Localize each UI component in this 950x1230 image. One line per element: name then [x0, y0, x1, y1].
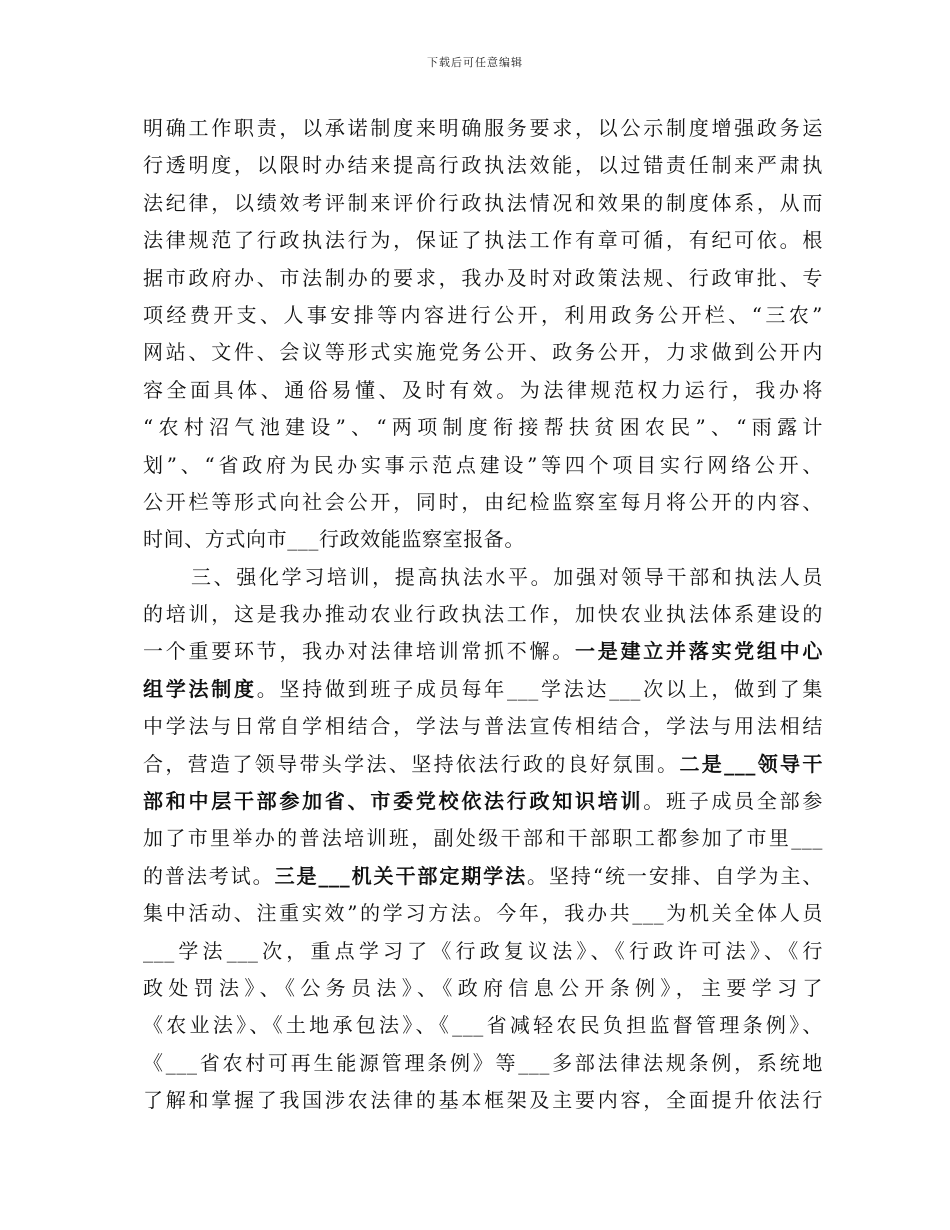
text-line: [143, 559, 823, 596]
text-line: [143, 447, 823, 484]
text-line: [143, 147, 823, 184]
text-segment: 。班子成员全部参: [643, 789, 823, 814]
text-line: [143, 820, 823, 857]
bold-text-segment: 二是___领导干: [679, 751, 823, 776]
text-segment: 加了市里举办的普法培训班，副处级干部和干部职工都参加了市里___: [143, 826, 823, 851]
text-line: [143, 484, 823, 521]
text-line: [143, 746, 823, 783]
text-line: [143, 933, 823, 970]
text-line: [143, 970, 823, 1007]
text-line: [143, 409, 823, 446]
text-line: [143, 708, 823, 745]
text-segment: 法律规范了行政执法行为，保证了执法工作有章可循，有纪可依。根: [143, 228, 823, 253]
text-line: [143, 185, 823, 222]
text-segment: 时间、方式向市___行政效能监察室报备。: [143, 527, 525, 552]
text-line: [143, 671, 823, 708]
text-segment: 了解和掌握了我国涉农法律的基本框架及主要内容，全面提升依法行: [143, 1088, 823, 1113]
text-segment: 的普法考试。: [143, 863, 275, 888]
text-line: [143, 297, 823, 334]
text-segment: 明确工作职责，以承诺制度来明确服务要求，以公示制度增强政务运: [143, 116, 823, 140]
text-segment: 行透明度，以限时办结来提高行政执法效能，以过错责任制来严肃执: [143, 153, 823, 178]
text-line: [143, 858, 823, 895]
bold-text-segment: 组学法制度: [143, 676, 257, 701]
text-segment: 法纪律，以绩效考评制来评价行政执法情况和效果的制度体系，从而: [143, 190, 823, 215]
text-line: [143, 334, 823, 371]
text-segment: 集中活动、注重实效”的学习方法。今年，我办共___为机关全体人员: [143, 901, 823, 926]
text-line: [143, 110, 823, 147]
text-segment: “农村沼气池建设”、“两项制度衔接帮扶贫困农民”、“雨露计: [143, 415, 823, 440]
page-header: 下载后可任意编辑: [427, 56, 523, 69]
text-segment: 《农业法》、《土地承包法》、《___省减轻农民负担监督管理条例》、: [143, 1013, 823, 1038]
text-segment: 三、强化学习培训，提高执法水平。加强对领导干部和执法人员: [191, 564, 823, 589]
bold-text-segment: 一是建立并落实党组中心: [575, 639, 823, 664]
text-line: [143, 222, 823, 259]
text-segment: 公开栏等形式向社会公开，同时，由纪检监察室每月将公开的内容、: [143, 489, 823, 514]
text-segment: 划”、“省政府为民办实事示范点建设”等四个项目实行网络公开、: [143, 452, 823, 477]
text-segment: 。坚持做到班子成员每年___学法达___次以上，做到了集: [256, 676, 823, 701]
text-segment: 项经费开支、人事安排等内容进行公开，利用政务公开栏、“三农”: [143, 302, 823, 327]
text-segment: 一个重要环节，我办对法律培训常抓不懈。: [143, 639, 576, 664]
text-segment: 容全面具体、通俗易懂、及时有效。为法律规范权力运行，我办将: [143, 377, 823, 402]
text-line: [143, 260, 823, 297]
text-segment: 。坚持“统一安排、自学为主、: [527, 863, 823, 888]
text-line: [143, 372, 823, 409]
text-line: [143, 1082, 823, 1119]
text-segment: 中学法与日常自学相结合，学法与普法宣传相结合，学法与用法相结: [143, 714, 823, 739]
text-segment: ___学法___次，重点学习了《行政复议法》、《行政许可法》、《行: [143, 938, 823, 963]
text-line: [143, 1007, 823, 1044]
bold-text-segment: 部和中层干部参加省、市委党校依法行政知识培训: [143, 789, 644, 814]
text-line: [143, 596, 823, 633]
text-line: [143, 521, 823, 558]
text-segment: 据市政府办、市法制办的要求，我办及时对政策法规、行政审批、专: [143, 265, 823, 290]
text-segment: 政处罚法》、《公务员法》、《政府信息公开条例》，主要学习了: [143, 975, 823, 1000]
document-body: [143, 110, 823, 1120]
text-line: [143, 1045, 823, 1082]
bold-text-segment: 三是___机关干部定期学法: [274, 863, 528, 888]
text-segment: 的培训，这是我办推动农业行政执法工作，加快农业执法体系建设的: [143, 602, 823, 627]
text-segment: 合，营造了领导带头学法、坚持依法行政的良好氛围。: [143, 751, 680, 776]
text-segment: 《___省农村可再生能源管理条例》等___多部法律法规条例，系统地: [143, 1050, 823, 1075]
text-line: [143, 895, 823, 932]
text-segment: 网站、文件、会议等形式实施党务公开、政务公开，力求做到公开内: [143, 340, 823, 365]
text-line: [143, 633, 823, 670]
text-line: [143, 783, 823, 820]
